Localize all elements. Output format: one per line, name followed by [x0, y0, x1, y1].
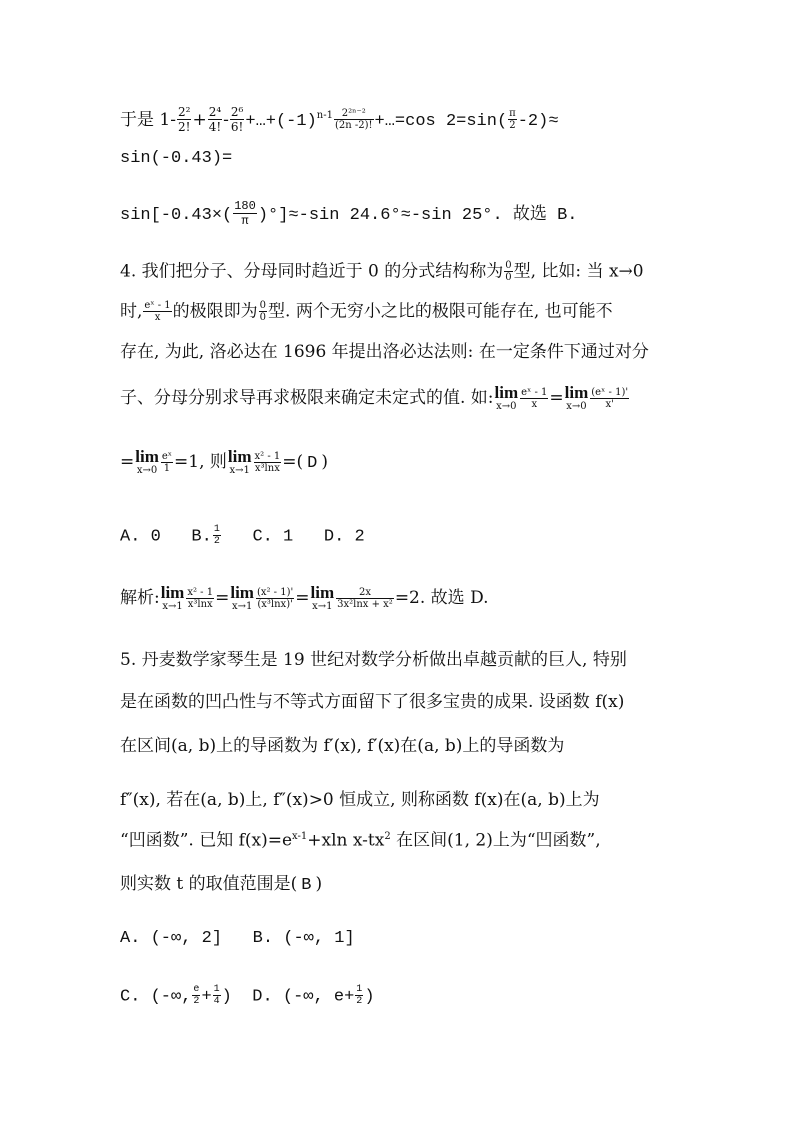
limit: lim x→1: [160, 583, 185, 612]
q5-line-5: [120, 832, 601, 850]
text: sin[-0.43×(: [120, 205, 233, 225]
text: 在区间(1, 2)上为“凹函数”,: [390, 830, 601, 851]
answer-letter: D: [307, 454, 318, 473]
text: “凹函数”. 已知 f(x)=e: [120, 830, 293, 851]
text: 则实数 t 的取值范围是(: [120, 874, 298, 894]
fraction: $\frac{e}{2}$: [193, 984, 200, 1007]
fraction: $\frac{1}{2}$: [356, 984, 363, 1007]
text: 的极限即为: [172, 301, 258, 322]
q5-options-cd: [120, 984, 375, 1008]
fraction: $\frac{\text{x² - 1}}{\text{x³lnx}}$: [187, 586, 214, 610]
text: ): [315, 874, 323, 894]
limit: lim x→1: [310, 583, 335, 612]
option-a: A. 0: [120, 527, 161, 547]
q4-line-5: = lim x→0 $\frac{\text{eˣ}}{1}$ =1, 则 lim x→1 $\frac{\text{x² - 1}}{\text{x³lnx}}$ =( D ): [120, 447, 328, 476]
option-b: B. (-∞, 1]: [252, 929, 355, 948]
q5-line-1: 5. 丹麦数学家琴生是 19 世纪对数学分析做出卓越贡献的巨人, 特别: [120, 650, 627, 670]
solution-line-3: [120, 200, 577, 229]
text: =1, 则: [174, 452, 227, 472]
exponent: 2: [384, 831, 391, 842]
limit: lim x→0: [564, 383, 589, 412]
fraction: $\frac{\pi}{2}$: [509, 108, 516, 132]
text: 解析:: [120, 588, 160, 608]
fraction: $\frac{\text{(x² - 1)'}}{\text{(x³lnx)'}}$: [256, 586, 294, 610]
q5-line-3: 在区间(a, b)上的导函数为 f′(x), f′(x)在(a, b)上的导函数为: [120, 736, 565, 756]
fraction: $\frac{1}{2}$: [213, 524, 220, 547]
q4-options: [120, 524, 365, 548]
q5-line-6: [120, 876, 322, 894]
text: +: [201, 987, 212, 1007]
option-c: C. 1: [252, 527, 294, 547]
fraction: $\frac{\text{x² - 1}}{\text{x³lnx}}$: [254, 450, 281, 474]
fraction: $\frac{\text{2⁴}}{4!}$: [208, 105, 222, 135]
text: )°]≈-sin 24.6°≈-sin 25°. 故选 B.: [257, 205, 578, 225]
text: +…=cos 2=sin(: [374, 111, 508, 131]
fraction: $\frac{\text{(eˣ - 1)'}}{x'}$: [591, 386, 629, 410]
solution-line-2: sin(-0.43)=: [120, 149, 233, 168]
limit: lim x→1: [230, 583, 254, 612]
fraction: $\frac{\text{eˣ - 1}}{x}$: [521, 386, 548, 410]
text: +xln x-tx: [307, 830, 385, 851]
fraction: $\frac{\text{2²}}{2!}$: [177, 105, 191, 135]
fraction: $\frac{\text{eˣ}}{1}$: [161, 450, 173, 474]
q4-solution: 解析: lim x→1 $\frac{\text{x² - 1}}{\text{x³lnx}}$ = lim x→1 $\frac{\text{(x² - 1)'}}{\text{(x³lnx)'}}$ = lim x→1 $\frac{2x}{\text{3x²lnx + x²}}$ =2. 故选 D.: [120, 583, 489, 612]
text: ): [321, 452, 328, 472]
fraction: $\frac{\text{2²ⁿ⁻²}}{(2n -2)!}$: [334, 108, 373, 132]
q4-line-1: [120, 260, 644, 284]
limit: lim x→0: [494, 383, 519, 412]
q5-options-ab: [120, 930, 355, 947]
option-d: D. 2: [323, 527, 365, 547]
text: +…+(-1): [245, 111, 317, 131]
text: -2)≈: [517, 111, 559, 131]
option-a: A. (-∞, 2]: [120, 929, 223, 948]
text: =2. 故选 D.: [394, 588, 489, 608]
answer-letter: B: [301, 876, 312, 895]
text: 时,: [120, 301, 143, 322]
text: ): [221, 987, 232, 1007]
text: 型, 比如: 当 x→0: [513, 261, 644, 282]
limit: lim x→0: [135, 447, 159, 476]
option-d: D. (-∞, e+: [252, 987, 355, 1007]
text: ): [364, 987, 375, 1007]
text: 型. 两个无穷小之比的极限可能存在, 也可能不: [268, 301, 613, 322]
text: 子、分母分别求导再求极限来确定未定式的值. 如:: [120, 388, 494, 408]
q5-line-4: f″(x), 若在(a, b)上, f″(x)>0 恒成立, 则称函数 f(x)在(a, b)上为: [120, 790, 600, 810]
exponent: n-1: [316, 110, 333, 122]
fraction: $\frac{\text{2⁶}}{6!}$: [230, 105, 244, 135]
text: =(: [282, 452, 304, 472]
option-c: C. (-∞,: [120, 987, 192, 1007]
q4-line-4: 子、分母分别求导再求极限来确定未定式的值. 如: lim x→0 $\frac{\text{eˣ - 1}}{x}$ = lim x→0 $\frac{\text{(eˣ - 1)'}}{x'}$: [120, 383, 629, 412]
q4-line-3: 存在, 为此, 洛必达在 1696 年提出洛必达法则: 在一定条件下通过对分: [120, 342, 649, 362]
limit: lim x→1: [227, 447, 252, 476]
fraction: $\frac{2x}{\text{3x²lnx + x²}}$: [337, 586, 393, 610]
q4-line-2: [120, 300, 613, 324]
solution-line-1: 于是 1- $\frac{\text{2²}}{2!}$ + $\frac{\text{2⁴}}{4!}$ - $\frac{\text{2⁶}}{6!}$ $+\dots+(-1)^{n-1}$ $\frac{\text{2²ⁿ⁻²}}{(2n -2)!}$ +…=cos 2=sin( $\frac{\pi}{2}$ -2)≈: [120, 105, 559, 135]
option-b: B.: [191, 527, 212, 547]
text: 4. 我们把分子、分母同时趋近于 0 的分式结构称为: [120, 261, 504, 282]
fraction: $\frac{1}{4}$: [213, 984, 220, 1007]
fraction: $\frac{0}{0}$: [505, 260, 512, 283]
fraction: $\frac{\text{eˣ - 1}}{x}$: [144, 300, 171, 323]
exponent: x-1: [292, 831, 308, 842]
fraction: $\frac{180}{\pi}$: [234, 199, 256, 229]
q5-line-2: 是在函数的凹凸性与不等式方面留下了很多宝贵的成果. 设函数 f(x): [120, 692, 625, 712]
text: 于是 1-: [120, 109, 176, 130]
fraction: $\frac{0}{0}$: [259, 300, 267, 323]
